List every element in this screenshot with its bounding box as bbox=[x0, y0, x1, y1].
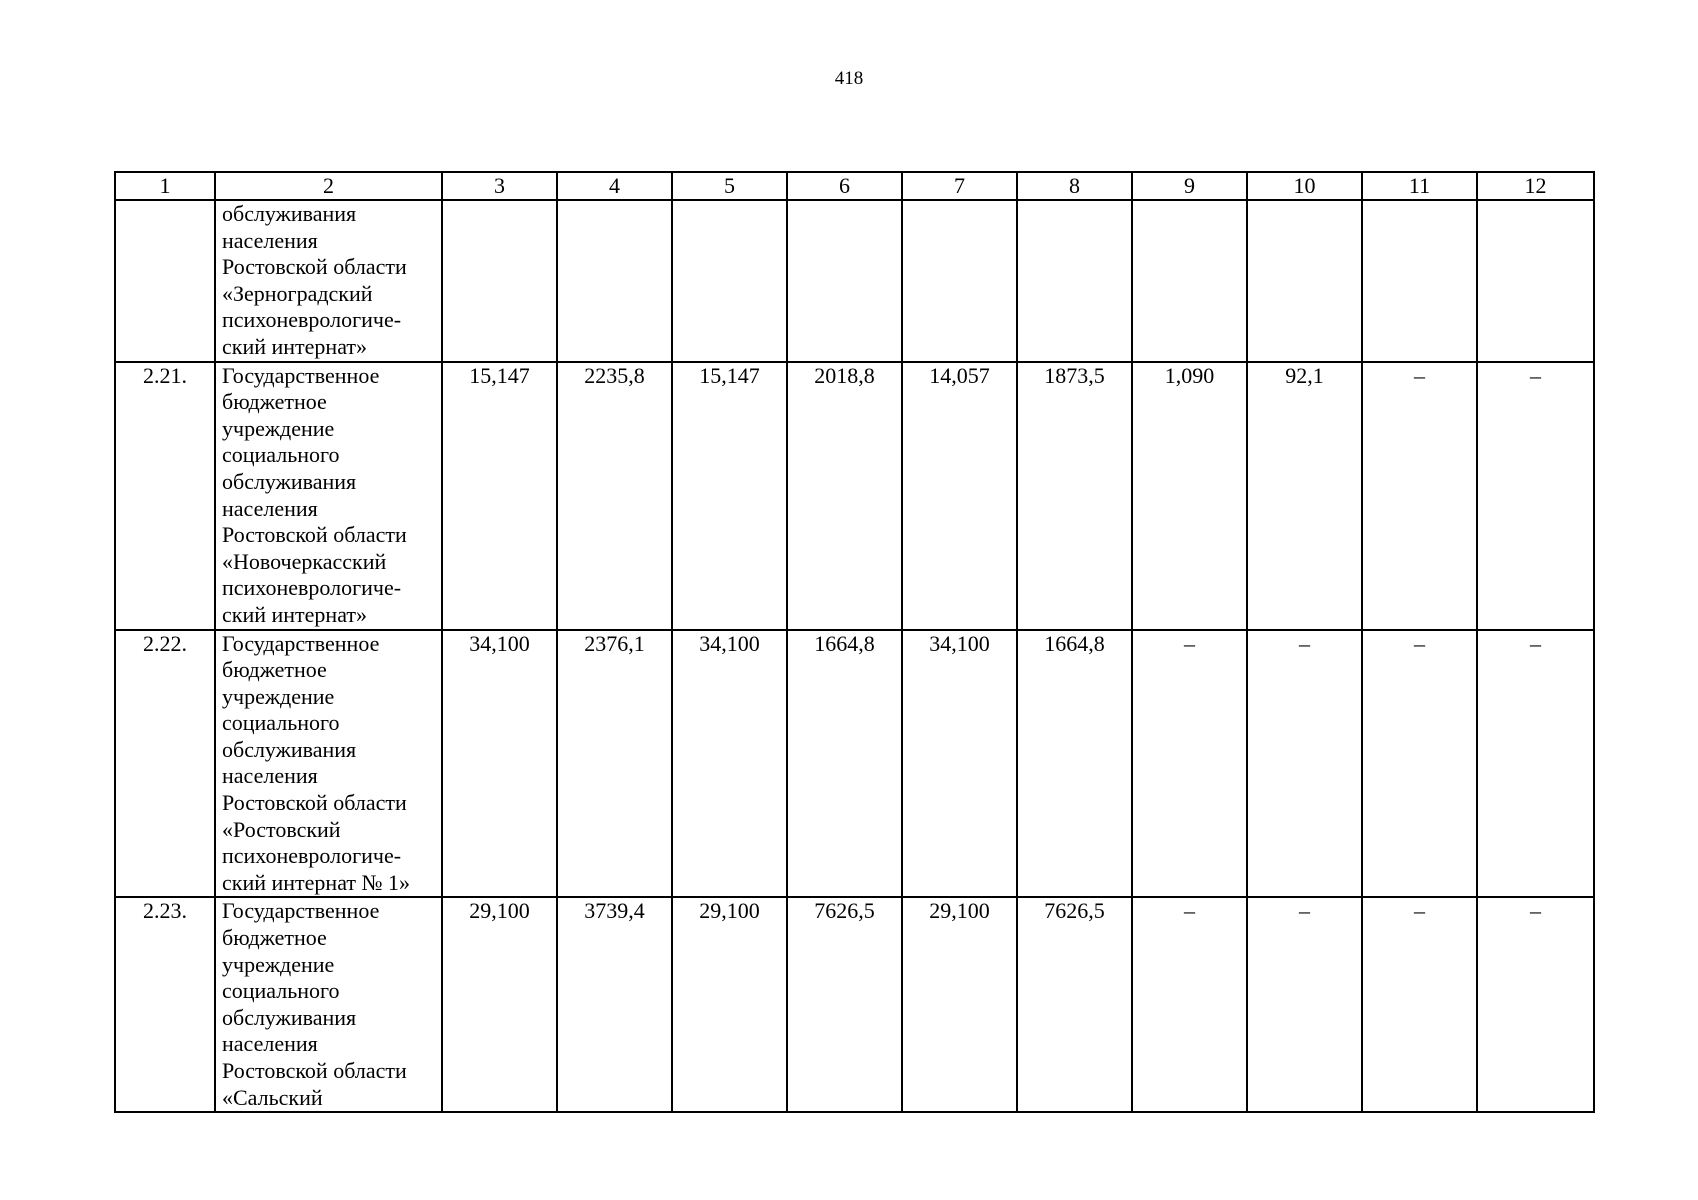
value-cell: 7626,5 bbox=[1017, 897, 1132, 1112]
institution-name-line: населения bbox=[222, 1031, 318, 1057]
value-cell: 14,057 bbox=[902, 362, 1017, 630]
institution-name-line: Государственное bbox=[222, 898, 380, 924]
institution-name-line: Государственное bbox=[222, 362, 380, 388]
institution-name-line: учреждение bbox=[222, 415, 335, 441]
value-cell: – bbox=[1362, 362, 1477, 630]
value-cell: 7626,5 bbox=[787, 897, 902, 1112]
value-cell bbox=[902, 200, 1017, 362]
institution-name-line: социального bbox=[222, 978, 340, 1004]
value-cell bbox=[1132, 200, 1247, 362]
row-number: 2.23. bbox=[115, 897, 215, 1112]
institution-name-line: «Новочеркасский bbox=[222, 548, 387, 574]
value-cell bbox=[442, 200, 557, 362]
value-cell: 92,1 bbox=[1247, 362, 1362, 630]
table-row bbox=[115, 362, 1594, 630]
value-cell: – bbox=[1247, 897, 1362, 1112]
institution-name-line: Ростовской области bbox=[222, 522, 407, 548]
value-cell: 34,100 bbox=[442, 630, 557, 898]
institution-name-line: бюджетное bbox=[222, 925, 327, 951]
institution-name-line: бюджетное bbox=[222, 389, 327, 415]
column-header: 2 bbox=[215, 172, 442, 200]
value-cell: 29,100 bbox=[442, 897, 557, 1112]
value-cell: 29,100 bbox=[672, 897, 787, 1112]
column-header: 3 bbox=[442, 172, 557, 200]
table-row bbox=[115, 897, 1594, 1112]
column-header: 8 bbox=[1017, 172, 1132, 200]
column-header: 9 bbox=[1132, 172, 1247, 200]
column-header: 1 bbox=[115, 172, 215, 200]
value-cell: 2376,1 bbox=[557, 630, 672, 898]
value-cell: 15,147 bbox=[672, 362, 787, 630]
value-cell: 1,090 bbox=[1132, 362, 1247, 630]
institution-name-line: социального bbox=[222, 710, 340, 736]
institution-name-line: «Зерноградский bbox=[222, 280, 373, 306]
institution-name-line: Государственное bbox=[222, 630, 380, 656]
value-cell bbox=[1362, 200, 1477, 362]
value-cell: – bbox=[1247, 630, 1362, 898]
value-cell bbox=[672, 200, 787, 362]
table-row bbox=[115, 630, 1594, 898]
institution-name-line: психоневрологиче- bbox=[222, 307, 402, 333]
value-cell: – bbox=[1362, 897, 1477, 1112]
column-header: 11 bbox=[1362, 172, 1477, 200]
institution-name-line: обслуживания bbox=[222, 468, 357, 494]
column-header: 6 bbox=[787, 172, 902, 200]
value-cell: 1664,8 bbox=[1017, 630, 1132, 898]
value-cell: – bbox=[1132, 630, 1247, 898]
institution-name-line: населения bbox=[222, 227, 318, 253]
value-cell bbox=[557, 200, 672, 362]
row-number: 2.21. bbox=[115, 362, 215, 630]
institution-name-line: Ростовской области bbox=[222, 254, 407, 280]
institution-name-line: учреждение bbox=[222, 683, 335, 709]
value-cell: – bbox=[1477, 630, 1594, 898]
column-header: 12 bbox=[1477, 172, 1594, 200]
value-cell: 2235,8 bbox=[557, 362, 672, 630]
value-cell bbox=[1477, 200, 1594, 362]
column-header: 5 bbox=[672, 172, 787, 200]
institution-name-line: населения bbox=[222, 763, 318, 789]
row-number: 2.22. bbox=[115, 630, 215, 898]
value-cell: 34,100 bbox=[672, 630, 787, 898]
institution-name-line: обслуживания bbox=[222, 1004, 357, 1030]
page-number: 418 bbox=[834, 68, 864, 89]
institution-name-line: социального bbox=[222, 442, 340, 468]
value-cell: 1664,8 bbox=[787, 630, 902, 898]
institution-name-line: «Сальский bbox=[222, 1084, 323, 1110]
institution-name-line: обслуживания bbox=[222, 201, 357, 226]
institution-name-line: населения bbox=[222, 495, 318, 521]
institution-name-line: Ростовской области bbox=[222, 790, 407, 816]
institution-name-line: ский интернат № 1» bbox=[222, 869, 410, 895]
institution-name bbox=[215, 897, 442, 1112]
institution-name-line: учреждение bbox=[222, 951, 335, 977]
row-number bbox=[115, 200, 215, 362]
institution-name bbox=[215, 200, 442, 362]
institution-name-line: ский интернат» bbox=[222, 601, 368, 627]
institution-name-line: психоневрологиче- bbox=[222, 575, 402, 601]
data-table bbox=[114, 171, 1595, 1113]
institution-name-line: обслуживания bbox=[222, 736, 357, 762]
value-cell: – bbox=[1362, 630, 1477, 898]
value-cell: 2018,8 bbox=[787, 362, 902, 630]
column-header: 10 bbox=[1247, 172, 1362, 200]
value-cell: – bbox=[1477, 362, 1594, 630]
institution-name bbox=[215, 362, 442, 630]
column-header: 7 bbox=[902, 172, 1017, 200]
institution-name bbox=[215, 630, 442, 898]
value-cell bbox=[1017, 200, 1132, 362]
value-cell bbox=[1247, 200, 1362, 362]
institution-name-line: ский интернат» bbox=[222, 333, 368, 359]
institution-name-line: бюджетное bbox=[222, 657, 327, 683]
value-cell: 3739,4 bbox=[557, 897, 672, 1112]
value-cell bbox=[787, 200, 902, 362]
header-row bbox=[115, 172, 1594, 200]
institution-name-line: «Ростовский bbox=[222, 816, 341, 842]
value-cell: 29,100 bbox=[902, 897, 1017, 1112]
column-header: 4 bbox=[557, 172, 672, 200]
value-cell: – bbox=[1132, 897, 1247, 1112]
table-row bbox=[115, 200, 1594, 362]
institution-name-line: психоневрологиче- bbox=[222, 843, 402, 869]
value-cell: 15,147 bbox=[442, 362, 557, 630]
value-cell: – bbox=[1477, 897, 1594, 1112]
value-cell: 1873,5 bbox=[1017, 362, 1132, 630]
institution-name-line: Ростовской области bbox=[222, 1058, 407, 1083]
value-cell: 34,100 bbox=[902, 630, 1017, 898]
